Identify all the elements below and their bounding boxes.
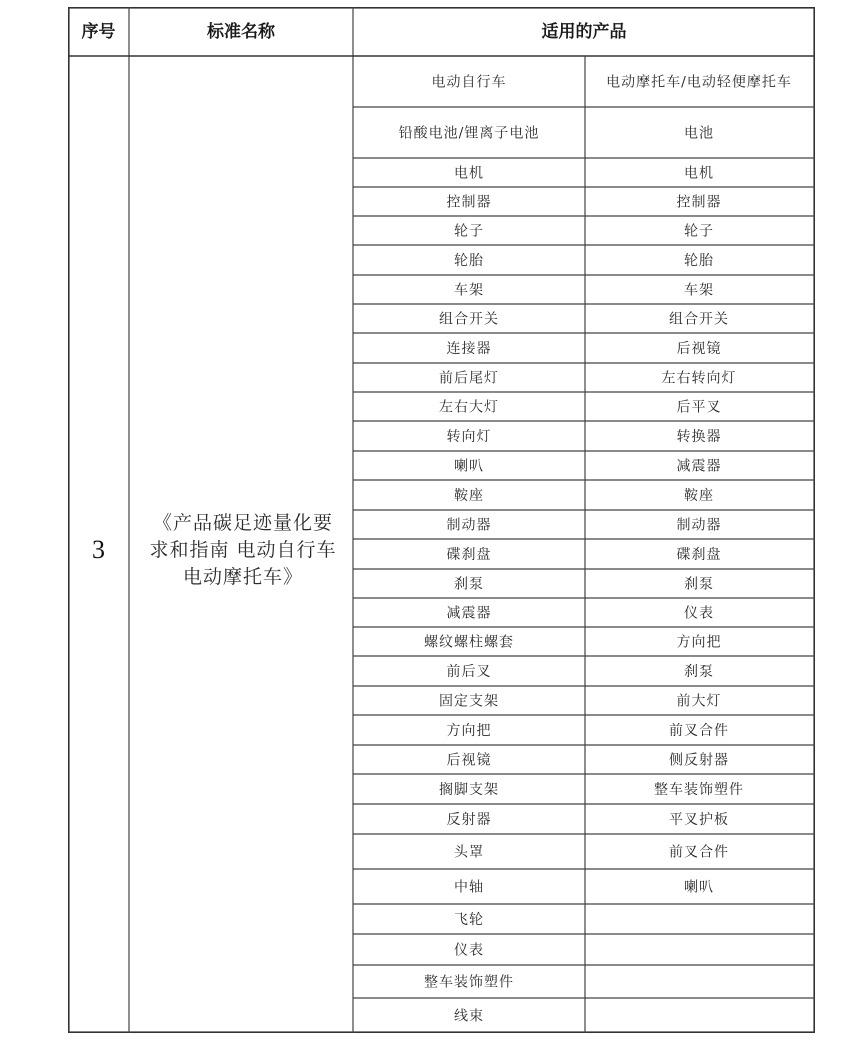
ebike-product-cell: 方向把 [446,723,492,739]
emotorcycle-product-cell: 整车装饰塑件 [654,782,744,798]
emotorcycle-product-cell: 车架 [684,282,714,299]
emotorcycle-product-cell: 喇叭 [684,879,714,896]
emotorcycle-product-cell: 刹泵 [684,576,714,593]
product-rows [353,74,815,1025]
emotorcycle-product-cell: 轮胎 [684,253,714,269]
standard-name-line: 电动摩托车》 [182,566,304,588]
emotorcycle-product-cell: 侧反射器 [669,752,729,769]
emotorcycle-product-cell: 平叉护板 [669,812,729,828]
emotorcycle-product-cell: 鞍座 [684,488,714,504]
emotorcycle-product-cell: 组合开关 [669,311,729,328]
ebike-product-cell: 转向灯 [446,429,492,445]
row-index: 3 [92,535,105,564]
ebike-product-cell: 仪表 [454,942,484,959]
ebike-product-cell: 前后尾灯 [439,370,499,387]
ebike-product-cell: 搁脚支架 [439,782,499,798]
standard-name-line: 求和指南 电动自行车 [149,539,337,561]
emotorcycle-product-cell: 后平叉 [676,399,722,416]
ebike-product-cell: 组合开关 [439,311,499,328]
ebike-product-cell: 喇叭 [454,458,484,475]
ebike-product-cell: 前后叉 [446,664,492,680]
ebike-product-cell: 反射器 [446,812,492,828]
ebike-product-cell: 刹泵 [454,576,484,593]
emotorcycle-product-cell: 前叉合件 [669,844,729,861]
ebike-product-cell: 固定支架 [439,693,499,710]
emotorcycle-product-cell: 前叉合件 [669,723,729,739]
ebike-product-cell: 飞轮 [454,912,484,928]
ebike-product-cell: 中轴 [454,879,484,896]
ebike-product-cell: 铅酸电池/锂离子电池 [398,125,540,142]
ebike-product-cell: 电机 [454,165,484,182]
emotorcycle-product-cell: 刹泵 [684,664,714,680]
emotorcycle-product-cell: 后视镜 [676,341,722,357]
ebike-product-cell: 减震器 [446,605,492,622]
ebike-product-cell: 后视镜 [446,752,492,769]
emotorcycle-product-cell: 减震器 [676,458,722,475]
table-grid [68,7,815,1033]
emotorcycle-product-cell: 转换器 [676,429,722,445]
emotorcycle-product-cell: 方向把 [676,634,722,651]
emotorcycle-product-cell: 仪表 [684,605,714,622]
emotorcycle-product-cell: 左右转向灯 [661,370,737,387]
emotorcycle-product-cell: 轮子 [684,223,714,240]
header-standard-name: 标准名称 [207,22,275,42]
emotorcycle-product-cell: 前大灯 [676,693,722,710]
emotorcycle-product-cell: 制动器 [676,517,722,534]
ebike-product-cell: 左右大灯 [439,399,499,416]
emotorcycle-product-cell: 电动摩托车/电动轻便摩托车 [606,74,792,91]
emotorcycle-product-cell: 电机 [684,165,714,182]
ebike-product-cell: 整车装饰塑件 [424,974,514,991]
ebike-product-cell: 连接器 [446,341,492,357]
emotorcycle-product-cell: 电池 [684,125,714,142]
ebike-product-cell: 轮子 [454,223,484,240]
ebike-product-cell: 电动自行车 [431,74,507,91]
ebike-product-cell: 碟刹盘 [446,547,492,563]
ebike-product-cell: 控制器 [446,194,492,211]
ebike-product-cell: 轮胎 [454,253,484,269]
header-applicable-products: 适用的产品 [541,22,627,42]
standards-table [68,7,815,1033]
emotorcycle-product-cell: 碟刹盘 [676,547,722,563]
standard-name-line: 《产品碳足迹量化要 [152,512,334,534]
ebike-product-cell: 车架 [454,282,484,299]
ebike-product-cell: 鞍座 [454,488,484,504]
ebike-product-cell: 头罩 [454,844,484,861]
ebike-product-cell: 螺纹螺柱螺套 [424,634,514,651]
ebike-product-cell: 制动器 [446,517,492,534]
ebike-product-cell: 线束 [454,1008,484,1025]
emotorcycle-product-cell: 控制器 [676,194,722,211]
header-index: 序号 [81,22,116,42]
